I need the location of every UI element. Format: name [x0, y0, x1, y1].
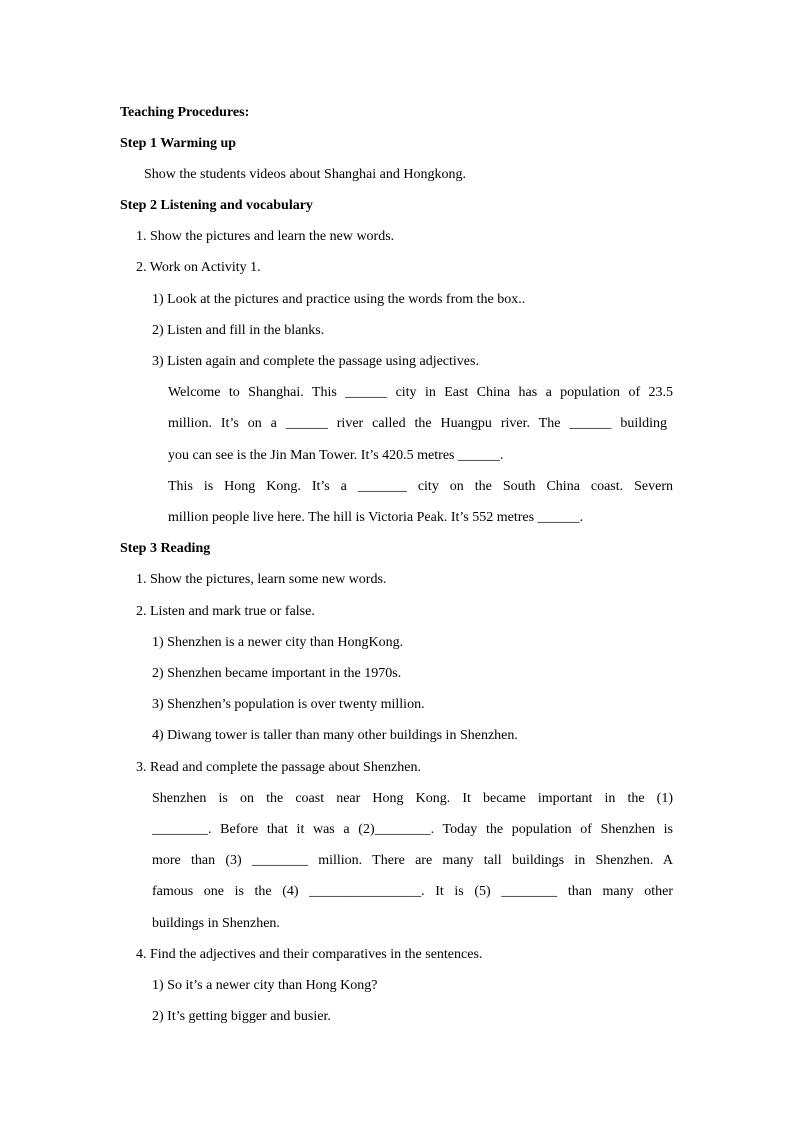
step3-passage-line: famous one is the (4) ________________. It is (5) ________ than many other [152, 884, 673, 899]
step3-passage-line: more than (3) ________ million. There are many tall buildings in Shenzhen. A [152, 853, 673, 868]
step1-text: Show the students videos about Shanghai and Hongkong. [144, 167, 466, 182]
step3-item4: 4. Find the adjectives and their comparatives in the sentences. [136, 947, 483, 962]
step2-heading: Step 2 Listening and vocabulary [120, 198, 313, 213]
step3-passage-line: ________. Before that it was a (2)________. Today the population of Shenzhen is [152, 822, 673, 837]
step3-tf-statement: 4) Diwang tower is taller than many other buildings in Shenzhen. [152, 728, 518, 743]
step2-passage-line: you can see is the Jin Man Tower. It’s 420.5 metres ______. [168, 448, 504, 463]
step3-item1: 1. Show the pictures, learn some new words. [136, 572, 387, 587]
step3-passage-line: buildings in Shenzhen. [152, 916, 280, 931]
step2-sub1: 1) Look at the pictures and practice using the words from the box.. [152, 292, 526, 307]
step3-item2: 2. Listen and mark true or false. [136, 604, 315, 619]
step2-item2: 2. Work on Activity 1. [136, 260, 261, 275]
step3-passage-line: Shenzhen is on the coast near Hong Kong. It became important in the (1) [152, 791, 673, 806]
step2-passage-line: Welcome to Shanghai. This ______ city in East China has a population of 23.5 [168, 385, 673, 400]
step3-item3: 3. Read and complete the passage about Shenzhen. [136, 760, 421, 775]
step1-heading: Step 1 Warming up [120, 136, 237, 151]
step3-sentence: 1) So it’s a newer city than Hong Kong? [152, 978, 378, 993]
step2-sub3: 3) Listen again and complete the passage using adjectives. [152, 354, 479, 369]
step3-tf-statement: 2) Shenzhen became important in the 1970s. [152, 666, 402, 681]
step3-sentence: 2) It’s getting bigger and busier. [152, 1009, 331, 1024]
step3-heading: Step 3 Reading [120, 541, 211, 556]
step2-sub2: 2) Listen and fill in the blanks. [152, 323, 325, 338]
step3-tf-statement: 1) Shenzhen is a newer city than HongKong. [152, 635, 404, 650]
step3-tf-statement: 3) Shenzhen’s population is over twenty million. [152, 697, 425, 712]
step2-item1: 1. Show the pictures and learn the new words. [136, 229, 395, 244]
step2-passage-line: This is Hong Kong. It’s a _______ city on the South China coast. Severn [168, 479, 673, 494]
document-title: Teaching Procedures: [120, 105, 250, 120]
step2-passage-line: million people live here. The hill is Victoria Peak. It’s 552 metres ______. [168, 510, 584, 525]
step2-passage-line: million. It’s on a ______ river called the Huangpu river. The ______ building [168, 416, 667, 431]
